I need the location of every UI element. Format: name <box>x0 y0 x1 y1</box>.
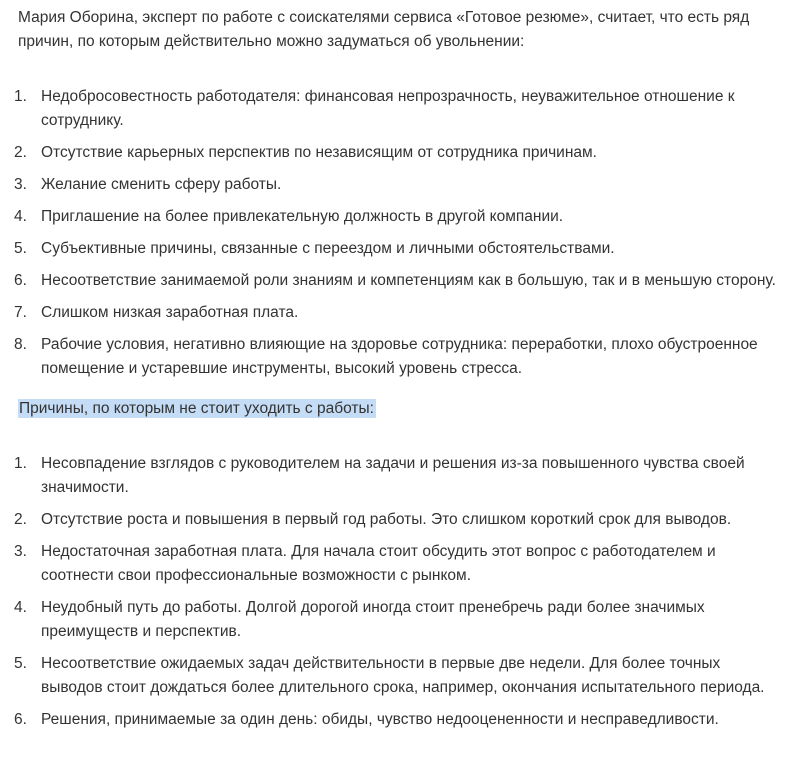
item-text: Отсутствие роста и повышения в первый год работы. Это слишком короткий срок для выводов. <box>41 511 732 528</box>
item-text: Приглашение на более привлекательную должность в другой компании. <box>41 208 564 225</box>
list-item <box>14 708 786 732</box>
item-number: 3. <box>14 176 27 193</box>
subheading-block <box>18 397 786 421</box>
item-number: 7. <box>14 304 27 321</box>
list-item <box>14 540 786 588</box>
highlighted-subheading: Причины, по которым не стоит уходить с работы: <box>19 400 374 417</box>
item-text: Недобросовестность работодателя: финансовая непрозрачность, неуважительное отношение к сотруднику. <box>41 88 735 129</box>
item-text: Неудобный путь до работы. Долгой дорогой иногда стоит пренебречь ради более значимых преимуществ и перспектив. <box>41 599 705 640</box>
item-number: 1. <box>14 88 27 105</box>
item-number: 2. <box>14 144 27 161</box>
list-item <box>14 452 786 500</box>
reasons-to-quit-list <box>14 85 786 381</box>
list-item <box>14 173 786 197</box>
item-number: 5. <box>14 655 27 672</box>
item-text: Несоответствие занимаемой роли знаниям и компетенциям как в большую, так и в меньшую сторону. <box>41 272 776 289</box>
item-number: 5. <box>14 240 27 257</box>
item-text: Несовпадение взглядов с руководителем на задачи и решения из-за повышенного чувства своей значимости. <box>41 455 745 496</box>
item-text: Субъективные причины, связанные с переездом и личными обстоятельствами. <box>41 240 615 257</box>
item-number: 6. <box>14 711 27 728</box>
list-item <box>14 652 786 700</box>
item-text: Желание сменить сферу работы. <box>41 176 282 193</box>
item-number: 6. <box>14 272 27 289</box>
reasons-to-stay-list <box>14 452 786 732</box>
list-item <box>14 596 786 644</box>
item-number: 1. <box>14 455 27 472</box>
item-number: 8. <box>14 336 27 353</box>
list-item <box>14 333 786 381</box>
item-number: 2. <box>14 511 27 528</box>
item-text: Слишком низкая заработная плата. <box>41 304 299 321</box>
item-text: Решения, принимаемые за один день: обиды, чувство недооцененности и несправедливости. <box>41 711 719 728</box>
item-text: Несоответствие ожидаемых задач действительности в первые две недели. Для более точных выводов стоит дождаться более длительного срока, например, окончания испытательного периода. <box>41 655 765 696</box>
list-item <box>14 237 786 261</box>
list-item <box>14 205 786 229</box>
list-item <box>14 85 786 133</box>
item-number: 4. <box>14 208 27 225</box>
item-text: Отсутствие карьерных перспектив по независящим от сотрудника причинам. <box>41 144 597 161</box>
intro-paragraph: Мария Оборина, эксперт по работе с соискателями сервиса «Готовое резюме», считает, что есть ряд причин, по которым действительно можно задуматься об увольнении: <box>18 9 750 50</box>
list-item <box>14 141 786 165</box>
item-text: Рабочие условия, негативно влияющие на здоровье сотрудника: переработки, плохо обустроенное помещение и устаревшие инструменты, высокий уровень стресса. <box>41 336 758 377</box>
list-item <box>14 269 786 293</box>
list-item <box>14 508 786 532</box>
list-item <box>14 301 786 325</box>
item-number: 3. <box>14 543 27 560</box>
item-number: 4. <box>14 599 27 616</box>
item-text: Недостаточная заработная плата. Для начала стоит обсудить этот вопрос с работодателем и соотнести свои профессиональные возможности с рынком. <box>41 543 716 584</box>
